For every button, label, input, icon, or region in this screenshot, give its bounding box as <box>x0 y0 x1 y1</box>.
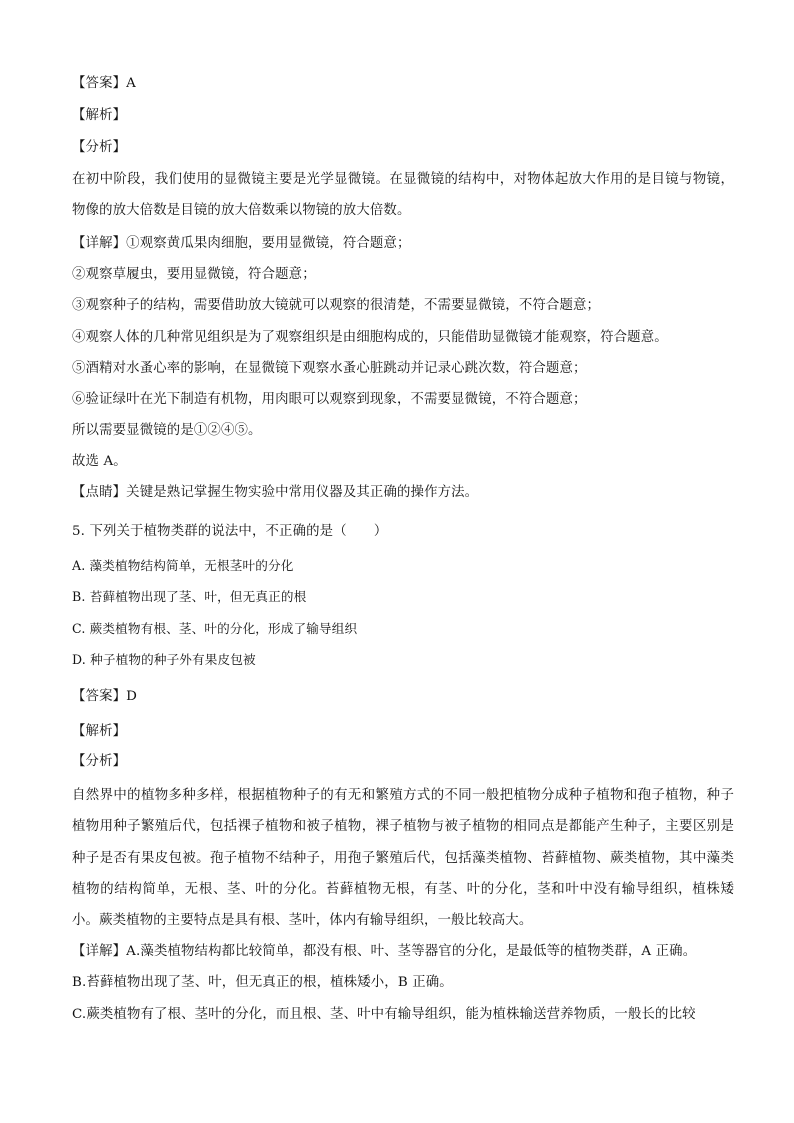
fenxi-heading: 【分析】 <box>72 754 127 769</box>
detail-line: B.苔藓植物出现了茎、叶，但无真正的根，植株矮小，B 正确。 <box>72 975 453 990</box>
detail-line: ⑥验证绿叶在光下制造有机物，用肉眼可以观察到现象，不需要显微镜，不符合题意； <box>72 392 587 407</box>
detail-line: ③观察种子的结构，需要借助放大镜就可以观察的很清楚，不需要显微镜，不符合题意； <box>72 298 601 313</box>
detail-line: 所以需要显微镜的是①②④⑤。 <box>72 423 262 438</box>
detail-line <box>72 942 734 962</box>
dianjing-line <box>72 483 734 503</box>
detail-line: ④观察人体的几种常见组织是为了观察组织是由细胞构成的，只能借助显微镜才能观察，符合题意。 <box>72 330 668 345</box>
option-c: C. 蕨类植物有根、茎、叶的分化，形成了输导组织 <box>72 621 358 636</box>
detail-line: ②观察草履虫，要用显微镜，符合题意； <box>72 267 316 282</box>
answer-line: 【答案】A <box>72 76 136 91</box>
option-d: D. 种子植物的种子外有果皮包被 <box>72 652 256 667</box>
dianjing-label: 【点睛】 <box>72 485 127 500</box>
detail-label: 【详解】 <box>72 236 127 251</box>
answer-line: 【答案】D <box>72 689 138 704</box>
option-b: B. 苔藓植物出现了茎、叶，但无真正的根 <box>72 589 307 604</box>
option-a: A. 藻类植物结构简单，无根茎叶的分化 <box>72 558 294 573</box>
detail-line <box>72 234 734 254</box>
fenxi-heading: 【分析】 <box>72 140 127 155</box>
question-stem: 5. 下列关于植物类群的说法中，不正确的是（ ） <box>72 524 388 539</box>
detail-label: 【详解】 <box>72 944 127 959</box>
dianjing-text: 关键是熟记掌握生物实验中常用仪器及其正确的操作方法。 <box>126 485 479 500</box>
fenxi-text: 在初中阶段，我们使用的显微镜主要是光学显微镜。在显微镜的结构中，对物体起放大作用的是目镜与物镜，物像的放大倍数是目镜的放大倍数乘以物镜的放大倍数。 <box>72 172 734 219</box>
detail-text: ①观察黄瓜果肉细胞，要用显微镜，符合题意； <box>126 236 411 251</box>
detail-line: 故选 A。 <box>72 454 127 469</box>
detail-line: C.蕨类植物有了根、茎叶的分化，而且根、茎、叶中有输导组织，能为植株输送营养物质，一般长的比较 <box>72 1007 696 1022</box>
detail-line: ⑤酒精对水蚤心率的影响，在显微镜下观察水蚤心脏跳动并记录心跳次数，符合题意； <box>72 361 587 376</box>
analysis-heading: 【解析】 <box>72 108 127 123</box>
analysis-heading: 【解析】 <box>72 724 127 739</box>
fenxi-text: 自然界中的植物多种多样，根据植物种子的有无和繁殖方式的不同一般把植物分成种子植物和孢子植物，种子植物用种子繁殖后代，包括裸子植物和被子植物，裸子植物与被子植物的相同点是都能产生种子，主要区别是种子是否有果皮包被。孢子植物不结种子，用孢子繁殖后代，包括藻类植物、苔藓植物、蕨类植物，其中藻类植物的结构简单，无根、茎、叶的分化。苔藓植物无根，有茎、叶的分化，茎和叶中没有输导组织，植株矮小。蕨类植物的主要特点是具有根、茎叶，体内有输导组织，一般比较高大。 <box>72 788 734 929</box>
detail-text: A.藻类植物结构都比较简单，都没有根、叶、茎等器官的分化，是最低等的植物类群，A 正确。 <box>126 944 697 959</box>
